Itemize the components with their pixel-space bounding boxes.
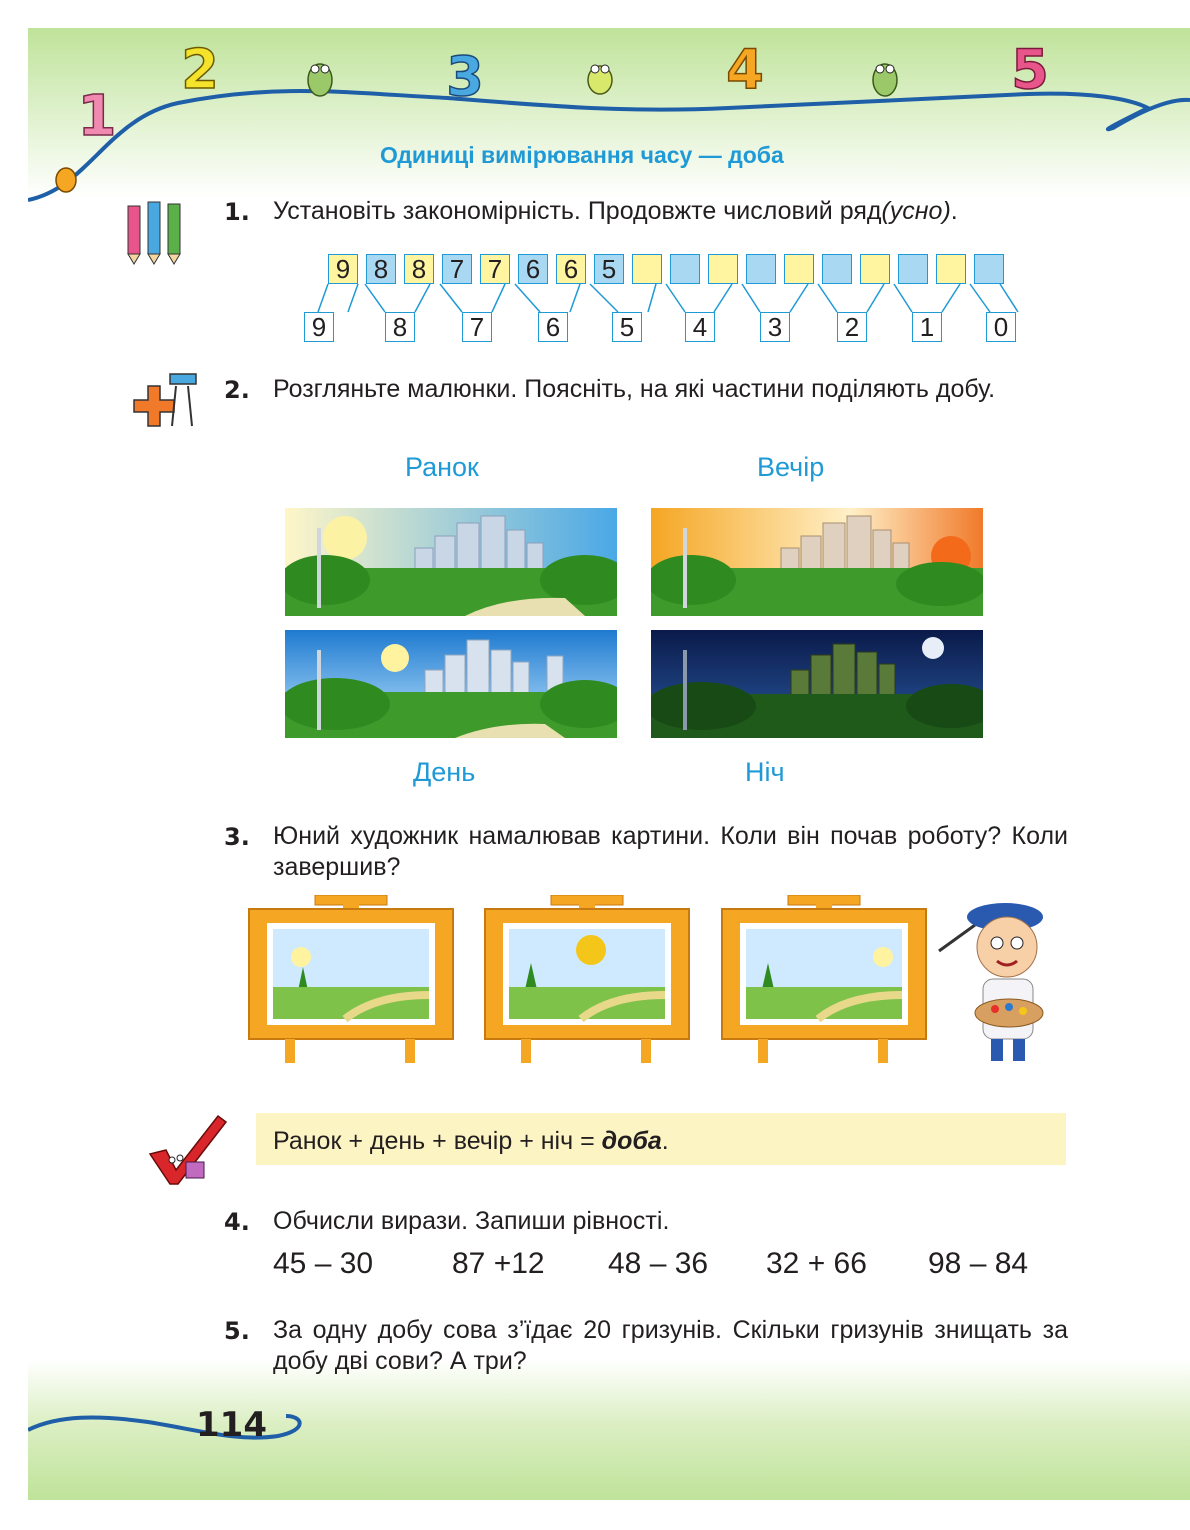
expression: 87 +12	[452, 1247, 545, 1280]
task-5-text: За одну добу сова з’їдає 20 гризунів. Скільки гризунів знищать за добу дві сови? А три?	[273, 1316, 1068, 1375]
caption-day: День	[413, 757, 476, 787]
mascot-figure	[48, 162, 84, 198]
page-title: Одиниці вимірювання часу — доба	[380, 142, 784, 168]
series-cell-empty	[632, 254, 662, 284]
picture-day	[285, 630, 617, 738]
caption-morning: Ранок	[405, 452, 479, 482]
series-group-cell: 6	[538, 312, 568, 342]
series-cell: 6	[518, 254, 548, 284]
series-group-cell: 3	[760, 312, 790, 342]
task-2-text: Розгляньте малюнки. Поясніть, на які частини поділяють добу.	[273, 375, 996, 403]
pencils-icon	[118, 196, 198, 266]
caption-night: Ніч	[745, 757, 785, 787]
series-group-cell: 4	[685, 312, 715, 342]
mascot-figure	[300, 55, 340, 100]
easel-painting-3	[718, 895, 930, 1065]
series-cell: 7	[480, 254, 510, 284]
series-cell-empty	[822, 254, 852, 284]
task-1-end: .	[950, 197, 958, 225]
svg-text:4: 4	[726, 38, 764, 98]
series-cell-empty	[936, 254, 966, 284]
checkmark-icon	[142, 1110, 230, 1186]
task-4-text: Обчисли вирази. Запиши рівності.	[273, 1207, 670, 1235]
series-group-cell: 8	[385, 312, 415, 342]
task-3-number: 3.	[224, 823, 250, 851]
series-cell: 7	[442, 254, 472, 284]
series-group-cell: 5	[612, 312, 642, 342]
series-group-cell: 7	[462, 312, 492, 342]
svg-text:5: 5	[1011, 38, 1049, 98]
task-5-number: 5.	[224, 1317, 250, 1345]
svg-text:1: 1	[77, 84, 117, 149]
series-cell-empty	[746, 254, 776, 284]
rule-emphasis: доба	[601, 1127, 662, 1155]
mascot-digit-5	[1005, 38, 1055, 98]
series-cell-empty	[670, 254, 700, 284]
mascot-digit-1	[72, 80, 122, 150]
rule-end: .	[661, 1127, 669, 1155]
picture-night	[651, 630, 983, 738]
series-cell-empty	[708, 254, 738, 284]
series-cell: 6	[556, 254, 586, 284]
task-1-instruction: Установіть закономірність. Продовжте числовий ряд	[273, 197, 882, 225]
caption-evening: Вечір	[757, 452, 825, 482]
page-number: 114	[196, 1405, 267, 1445]
mascot-figure	[865, 55, 905, 100]
rule-sum: Ранок + день + вечір + ніч =	[273, 1127, 602, 1155]
rule-text	[273, 1127, 669, 1156]
mascot-digit-3	[440, 45, 490, 105]
task-1-text	[273, 196, 1093, 227]
series-group-cell: 9	[304, 312, 334, 342]
plus-minus-mascot-icon	[126, 366, 206, 446]
painter-boy-illustration	[935, 895, 1065, 1065]
svg-text:2: 2	[181, 38, 219, 98]
expression: 98 – 84	[928, 1247, 1029, 1280]
easel-painting-1	[245, 895, 457, 1065]
series-group-cell: 2	[837, 312, 867, 342]
series-cell-empty	[784, 254, 814, 284]
expression: 32 + 66	[766, 1247, 867, 1280]
mascot-figure	[580, 55, 620, 100]
expression: 48 – 36	[608, 1247, 709, 1280]
mascot-digit-4	[720, 38, 770, 98]
series-cell-empty	[974, 254, 1004, 284]
mascot-digit-2	[175, 38, 225, 98]
series-group-cell: 0	[986, 312, 1016, 342]
picture-evening	[651, 508, 983, 616]
picture-morning	[285, 508, 617, 616]
task-1-number: 1.	[224, 198, 250, 226]
expression: 45 – 30	[273, 1247, 374, 1280]
task-4-number: 4.	[224, 1208, 250, 1236]
series-cell: 8	[366, 254, 396, 284]
task-1-italic-note: (усно)	[881, 197, 951, 225]
series-cell-empty	[898, 254, 928, 284]
easel-painting-2	[481, 895, 693, 1065]
series-group-cell: 1	[912, 312, 942, 342]
number-series-diagram	[300, 250, 1020, 346]
series-cell-empty	[860, 254, 890, 284]
task-2-number: 2.	[224, 376, 250, 404]
task-3-text: Юний художник намалював картини. Коли він почав роботу? Коли завершив?	[273, 822, 1068, 881]
series-cell: 8	[404, 254, 434, 284]
series-cell: 9	[328, 254, 358, 284]
series-cell: 5	[594, 254, 624, 284]
svg-text:3: 3	[446, 45, 484, 105]
